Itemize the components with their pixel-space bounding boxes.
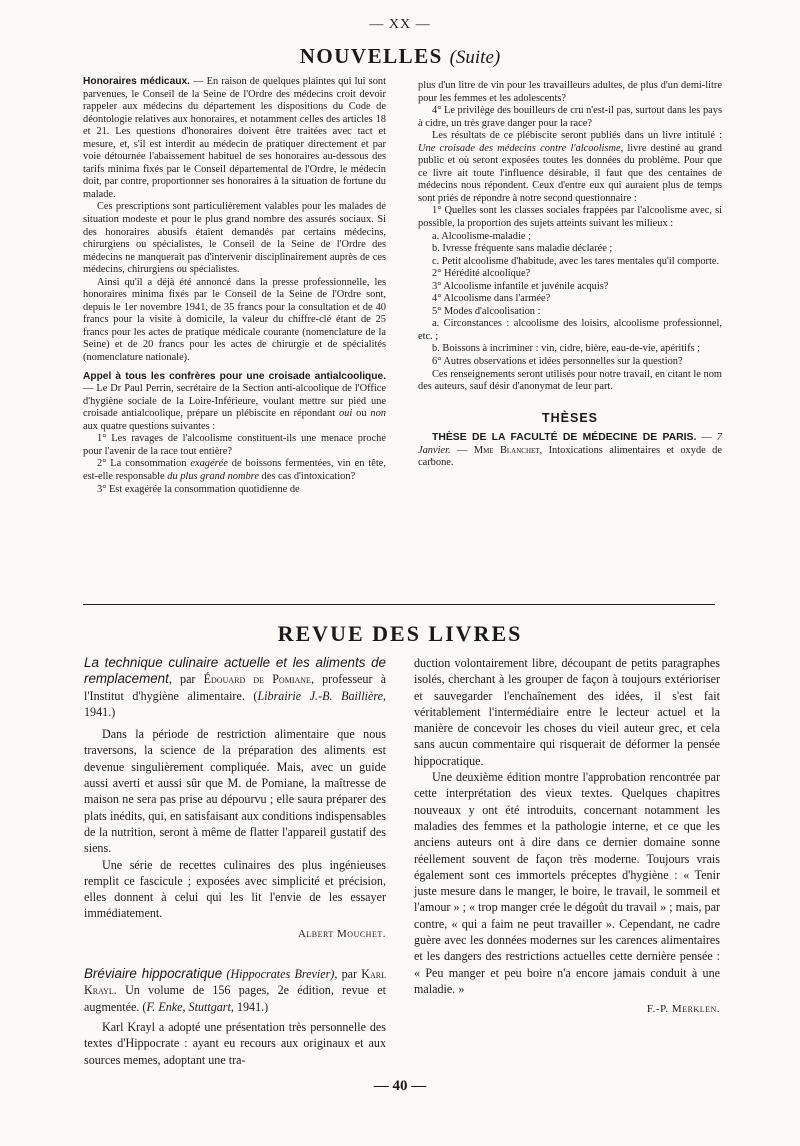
book1-role: , professeur à l'Institut d'hygiène alimentaire. ( xyxy=(84,672,387,703)
appel-closing: Ces renseignements seront utilisés pour notre travail, en citant le nom des auteurs, sauf désir d'anonymat de leur part. xyxy=(418,368,722,393)
appel-paragraph-1 xyxy=(83,371,386,434)
appel-result-a: Les résultats de ce plébiscite seront publiés dans un livre intitulé : xyxy=(432,130,722,142)
revue-column-right xyxy=(414,655,720,1018)
appel-text-1a: — Le Dr Paul Perrin, secrétaire de la Section anti-alcoolique de l'Office d'hygiène sociale de la Loire-Inférieure, voulant mettre sur pied une croisade antialcoolique, prépare un plébiscite en répondant xyxy=(83,383,386,420)
appel-book-title: Une croisade des médecins contre l'alcoolisme xyxy=(418,142,621,154)
appel-question-1: 1° Les ravages de l'alcoolisme constituent-ils une menace proche pour l'avenir de la race tout entière? xyxy=(83,433,386,457)
appel-second-q1a: a. Alcoolisme-maladie ; xyxy=(432,230,531,242)
section-title-suite: (Suite) xyxy=(449,47,501,68)
appel-result-b: , livre destiné au grand public et où seront exposées toutes les données du problème. Pour que ce livre ait toute l'influence désirable, il faut que des centaines de médecins nous répondent. Ceux d'entre eux qui auraient plus de temps sont priés de répondre à notre second questionnaire : xyxy=(418,142,722,204)
book2-publisher: F. Enke, Stuttgart xyxy=(146,999,231,1014)
appel-second-q1: 1° Quelles sont les classes sociales frappées par l'alcoolisme avec, si possible, la proportion des sujets atteints suivant les milieux : xyxy=(418,205,722,230)
section-title-text: NOUVELLES xyxy=(299,44,443,68)
section-divider xyxy=(83,604,715,605)
appel-question-2 xyxy=(83,458,386,483)
book2-paragraph-1-continued: duction volontairement libre, découpant de petits paragraphes isolés, cherchant à les grouper de façon à toujours extérioriser et sauvegarder l'enchaînement des idées, il s'est fait véritablement l'intermédiaire entre le lecteur actuel et la manière de concevoir les choses du vieil auteur grec, et cela sans aucun commentaire qui risquerait de déformer la pensée hippocratique. xyxy=(414,656,720,768)
book1-signature: Albert Mouchet. xyxy=(297,927,386,940)
news-column-right xyxy=(418,80,722,470)
appel-second-q5a: a. Circonstances : alcoolisme des loisirs, alcoolisme professionnel, etc. ; xyxy=(418,318,722,342)
book1-heading xyxy=(84,655,386,720)
theses-author: Mme Blanchet xyxy=(473,444,540,456)
news-column-left xyxy=(83,76,386,496)
appel-text-1b: aux quatre questions suivantes : xyxy=(83,420,216,432)
book2-heading xyxy=(84,966,386,1015)
book1-paragraph-1: Dans la période de restriction alimentaire que nous traversons, la science de la préparation des aliments est devenue singulièrement compliquée. Mais, avec un guide aussi averti et aussi sûr que M. de Pomiane, la maîtresse de maison ne sera pas prise au dépourvu ; elle saura préparer des plats inédits, qui, en satisfaisant aux conditions indispensables de la nutrition, seront à même de flatter l'appareil gustatif des siens. xyxy=(84,727,386,856)
book2-details: . Un volume de 156 pages, 2e édition, revue et augmentée. ( xyxy=(84,983,386,1014)
honoraires-paragraph-2: Ces prescriptions sont particulièrement valables pour les malades de situation modeste et pour le plus grand nombre des assurés sociaux. Si des honoraires abusifs étaient demandés par certains médecins, chirurgiens ou spécialistes, le Conseil de la Seine de l'Ordre des médecins ne manquerait pas d'intervenir disciplinairement auprès de ces médecins, chirurgiens ou spécialistes. xyxy=(83,201,386,276)
appel-q2-em: exagérée xyxy=(190,458,228,470)
theses-entry: THÈSE DE LA FACULTÉ DE MÉDECINE DE PARIS. — 7 Janvier. — Mme Blanchet, Intoxications alimentaires et oxyde de carbone. xyxy=(418,432,722,469)
appel-q2-b: de boissons fermentées, vin en tête, est-elle responsable xyxy=(83,458,386,482)
appel-lead: Appel à tous les confrères pour une croisade antialcoolique. xyxy=(83,370,386,382)
appel-q2-em2: du plus grand nombre xyxy=(167,470,259,482)
appel-q2-a: 2° La consommation xyxy=(97,458,191,470)
appel-second-q4: 4° Alcoolisme dans l'armée? xyxy=(432,293,551,305)
book1-title: La technique culinaire actuelle et les aliments de remplacement xyxy=(84,655,386,687)
honoraires-text-1: — En raison de quelques plaintes qui lui sont parvenues, le Conseil de la Seine de l'Ordre des médecins croit devoir rappeler aux médecins du département les dispositions du Code de déontologie relatives aux honoraires, et notamment celles des articles 18 et 21. Les questions d'honoraires doivent être traitées avec tact et mesure, et, s'il est interdit au médecin de pratiquer directement et par voie détournée l'abaissement habituel de ses honoraires au-dessous des tarifs minima fixés par le Conseil départemental de l'Ordre, le médecin doit, par contre, proportionner ses honoraires à la situation de fortune du malade. xyxy=(83,76,386,200)
honoraires-paragraph-3: Ainsi qu'il a déjà été annoncé dans la presse professionnelle, les honoraires minima fixés par le Conseil de la Seine de l'Ordre sont, depuis le 1er novembre 1941, de 35 francs pour la consultation et de 40 francs pour la visite à domicile, la valeur du chiffre-clé étant de 25 francs pour les actes de pratique médicale courante (nomenclature de la Seine) et de 20 francs pour les actes de chirurgie et de spécialités (nomenclature nationale). xyxy=(83,276,386,364)
theses-date: 7 Janvier. xyxy=(418,432,722,456)
book2-paragraph-2: Une deuxième édition montre l'approbation rencontrée par cette interprétation des vieux textes. Quelques chapitres nouveaux y ont été introduits, concernant notamment les maladies des femmes et la pathologie interne, et ce que les anciens auteurs ont à dire dans ce dernier domaine sonne réellement souvent de façon très moderne. Toujours vrais également sont ces immortels préceptes d'hygiène : « Tenir juste mesure dans le manger, le boire, le travail, le sommeil et l'amour » ; « trop manger crée le dégoût du travail » ; mais, par contre, « qui a faim ne peut travailler ». Cependant, ne cadre guère avec les données modernes sur les carences alimentaires et les dangers des restrictions actuelles cette dernière pensée : « Peu manger et peu boire n'a encore jamais conduit à une maladie. » xyxy=(414,770,720,996)
book2-year: , 1941.) xyxy=(230,999,269,1014)
appel-ou: ou xyxy=(352,408,371,420)
appel-second-q5b: b. Boissons à incriminer : vin, cidre, bière, eau-de-vie, apéritifs ; xyxy=(432,343,701,355)
section-title xyxy=(0,44,800,69)
book2-author: Karl Krayl xyxy=(84,967,386,998)
appel-q2-c: des cas d'intoxication? xyxy=(258,470,356,482)
honoraires-lead: Honoraires médicaux. xyxy=(83,76,190,87)
appel-second-q2: 2° Hérédité alcoolique? xyxy=(432,268,531,280)
honoraires-paragraph-1 xyxy=(83,76,386,201)
appel-result-paragraph xyxy=(418,130,722,205)
appel-second-q5: 5° Modes d'alcoolisation : xyxy=(432,305,541,317)
appel-question-3-continued: plus d'un litre de vin pour les travailleurs adultes, de plus d'un demi-litre pour les femmes et les adolescents? xyxy=(418,80,722,104)
book2-subtitle: (Hippocrates Brevier) xyxy=(222,967,335,982)
revue-column-left xyxy=(84,655,386,1068)
page-number: — 40 — xyxy=(373,1078,427,1094)
appel-second-q1b: b. Ivresse fréquente sans maladie déclarée ; xyxy=(432,243,613,255)
appel-oui: oui xyxy=(338,408,353,420)
theses-heading: THÈSES xyxy=(541,410,598,425)
book2-title: Bréviaire hippocratique xyxy=(84,966,223,982)
book1-by: , par xyxy=(168,672,204,687)
appel-second-q6: 6° Autres observations et idées personnelles sur la question? xyxy=(432,356,683,368)
appel-non: non xyxy=(370,408,386,420)
book1-paragraph-2: Une série de recettes culinaires des plus ingénieuses remplit ce fascicule ; exposées avec simplicité et précision, elles donnent à celui qui les lit l'envie de les essayer immédiatement. xyxy=(84,857,386,921)
page-roman-header: — XX — xyxy=(369,17,431,32)
theses-lead: THÈSE DE LA FACULTÉ DE MÉDECINE DE PARIS. xyxy=(432,432,697,444)
appel-question-3: 3° Est exagérée la consommation quotidienne de xyxy=(97,483,300,495)
book1-author: Édouard de Pomiane xyxy=(203,672,311,687)
book2-by: , par xyxy=(334,967,362,982)
appel-second-q3: 3° Alcoolisme infantile et juvénile acquis? xyxy=(432,280,609,292)
appel-second-q1c: c. Petit alcoolisme d'habitude, avec les tares mentales qu'il comporte. xyxy=(432,255,720,267)
book1-year: , 1941.) xyxy=(84,688,386,719)
book2-signature: F.-P. Merklen. xyxy=(646,1003,720,1016)
revue-title: REVUE DES LIVRES xyxy=(277,621,523,646)
book1-publisher: Librairie J.-B. Baillière xyxy=(257,688,383,703)
appel-question-4: 4° Le privilège des bouilleurs de cru n'est-il pas, surtout dans les pays à cidre, un très grave danger pour la race? xyxy=(418,105,722,129)
book2-paragraph-1: Karl Krayl a adopté une présentation très personnelle des textes d'Hippocrate : ayant eu recours aux originaux et aux sources memes, adoptant une tra- xyxy=(84,1019,386,1067)
theses-subject: , Intoxications alimentaires et oxyde de carbone. xyxy=(418,444,722,469)
